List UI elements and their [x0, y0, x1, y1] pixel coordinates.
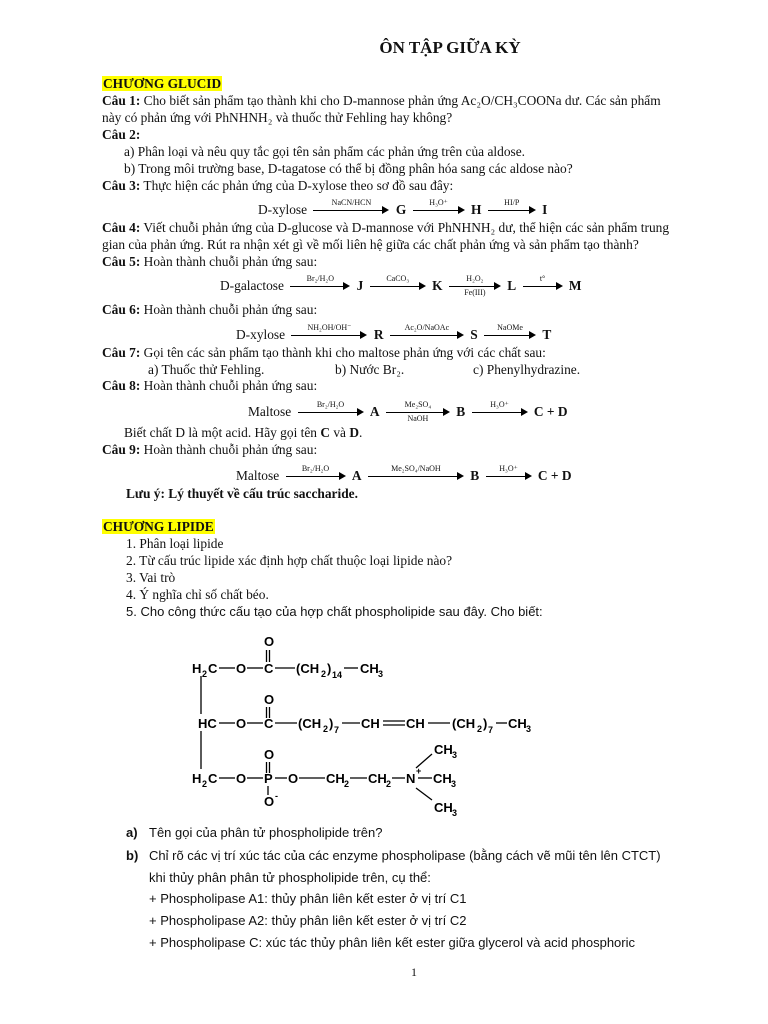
svg-text:3: 3: [452, 808, 458, 818]
question-7a: a) Thuốc thử Fehling.: [148, 362, 265, 377]
reaction-arrow: Me₂SO₄ NaOH: [386, 401, 450, 423]
question-b: Chỉ rõ các vị trí xúc tác của các enzyme phospholipase (bằng cách vẽ mũi tên lên CTCT): [149, 848, 661, 863]
page-title: ÔN TẬP GIỮA KỲ: [379, 38, 521, 57]
lipide-item-2: 2. Từ cấu trúc lipide xác định hợp chất thuộc loại lipide nào?: [126, 553, 453, 568]
question-3: Câu 3: Thực hiện các phản ứng của D-xylose theo sơ đồ sau đây:: [102, 178, 454, 193]
question-b-cont: khi thủy phân phân tử phospholipide trên, cụ thể:: [149, 870, 431, 885]
reaction-arrow: NH₂OH/OH⁻: [291, 324, 367, 346]
svg-text:CH: CH: [361, 716, 380, 731]
reaction-arrow: Ac₂O/NaOAc: [390, 324, 464, 346]
svg-text:CH: CH: [433, 771, 452, 786]
svg-text:+: +: [416, 766, 422, 776]
svg-text:2: 2: [344, 779, 350, 789]
svg-text:3: 3: [451, 779, 457, 789]
svg-text:2: 2: [386, 779, 392, 789]
question-6: Câu 6: Hoàn thành chuỗi phản ứng sau:: [102, 302, 318, 317]
question-9: Câu 9: Hoàn thành chuỗi phản ứng sau:: [102, 442, 318, 457]
svg-text:(CH: (CH: [298, 716, 322, 731]
question-7b: b) Nước Br₂.: [335, 362, 405, 377]
svg-text:14: 14: [332, 670, 343, 680]
svg-text:CH: CH: [360, 661, 379, 676]
svg-text:3: 3: [452, 750, 458, 760]
reaction-arrow: H₃O⁺: [472, 401, 528, 423]
question-1-cont: này có phản ứng với PhNHNH₂ và thuốc thử Fehling hay không?: [102, 110, 453, 125]
carbonyl-oxygen-2: O: [264, 692, 275, 707]
svg-text:(CH: (CH: [296, 661, 320, 676]
reaction-scheme-q8: Maltose Br₂/H₂O A Me₂SO₄ NaOH B H₃O⁺ C + D: [248, 400, 568, 423]
reaction-arrow: NaCN/HCN: [313, 199, 389, 221]
reaction-arrow: Me₂SO₄/NaOH: [368, 465, 464, 487]
reaction-arrow: H₃O⁺: [486, 465, 532, 487]
svg-text:C: C: [264, 716, 274, 731]
chapter-glucid-heading: CHƯƠNG GLUCID: [103, 76, 222, 91]
phosphate-oxygen-bottom: O: [264, 794, 275, 809]
svg-text:(CH: (CH: [452, 716, 476, 731]
page-number: 1: [411, 965, 417, 979]
phospholipase-c: + Phospholipase C: xúc tác thủy phân liên kết ester giữa glycerol và acid phosphoric: [149, 935, 636, 950]
reaction-arrow: HI/P: [488, 199, 536, 221]
reaction-arrow: Br₂/H₂O: [290, 275, 350, 297]
lipide-item-1: 1. Phân loại lipide: [126, 536, 224, 551]
chapter-lipide-heading: CHƯƠNG LIPIDE: [103, 519, 214, 534]
svg-text:CH: CH: [434, 742, 453, 757]
svg-text:7: 7: [334, 725, 340, 735]
phospholipase-a1: + Phospholipase A1: thủy phân liên kết ester ở vị trí C1: [149, 891, 467, 906]
question-4-cont: gian của phản ứng. Rút ra nhận xét gì về mối liên hệ giữa các chất phản ứng và sản phẩm tạo thành?: [102, 237, 639, 252]
question-b-label: b): [126, 848, 139, 863]
reaction-scheme-q3: D-xylose NaCN/HCN G H₃O⁺ H HI/P I: [258, 199, 547, 221]
svg-text:2: 2: [323, 724, 329, 734]
svg-text:3: 3: [378, 669, 384, 679]
svg-text:): ): [483, 716, 488, 731]
svg-text:CH: CH: [508, 716, 527, 731]
svg-text:C: C: [208, 661, 218, 676]
svg-text:3: 3: [526, 724, 532, 734]
lipide-item-4: 4. Ý nghĩa chỉ số chất béo.: [126, 587, 269, 602]
svg-text:O: O: [236, 661, 247, 676]
svg-text:CH: CH: [368, 771, 387, 786]
question-8: Câu 8: Hoàn thành chuỗi phản ứng sau:: [102, 378, 318, 393]
reaction-arrow: CaCO₃: [370, 275, 426, 297]
reaction-arrow: t°: [523, 275, 563, 297]
svg-text:O: O: [236, 771, 247, 786]
svg-text:O: O: [288, 771, 299, 786]
reaction-arrow: Br₂/H₂O: [286, 465, 346, 487]
svg-text:C: C: [208, 771, 218, 786]
svg-text:2: 2: [202, 779, 208, 789]
svg-text:C: C: [264, 661, 274, 676]
saccharide-note: Lưu ý: Lý thuyết về cấu trúc saccharide.: [126, 486, 358, 501]
svg-text:7: 7: [488, 725, 494, 735]
reaction-arrow: Br₂/H₂O: [298, 401, 364, 423]
reaction-scheme-q9: Maltose Br₂/H₂O A Me₂SO₄/NaOH B H₃O⁺ C + D: [236, 465, 572, 487]
question-2b: b) Trong môi trường base, D-tagatose có thể bị đồng phân hóa sang các aldose nào?: [124, 161, 573, 176]
svg-text:H: H: [192, 661, 202, 676]
svg-text:O: O: [236, 716, 247, 731]
reaction-arrow: H₂O₂ Fe(III): [449, 275, 501, 297]
question-2-label: Câu 2:: [102, 127, 141, 142]
svg-text:2: 2: [321, 669, 327, 679]
lipide-item-5: 5. Cho công thức cấu tạo của hợp chất phospholipide sau đây. Cho biết:: [126, 604, 543, 619]
question-4: Câu 4: Viết chuỗi phản ứng của D-glucose và D-mannose với PhNHNH₂ dư, thể hiện các sản phẩm trung: [102, 220, 670, 235]
svg-text:CH: CH: [434, 800, 453, 815]
question-a-label: a): [126, 825, 138, 840]
reaction-scheme-q5: D-galactose Br₂/H₂O J CaCO₃ K H₂O₂ Fe(III) L t° M: [220, 274, 582, 297]
question-7c: c) Phenylhydrazine.: [473, 362, 581, 377]
svg-text:): ): [327, 661, 332, 676]
svg-text:-: -: [275, 791, 278, 801]
reaction-arrow: H₃O⁺: [413, 199, 465, 221]
question-8-note: Biết chất D là một acid. Hãy gọi tên C và D.: [124, 425, 363, 440]
question-5: Câu 5: Hoàn thành chuỗi phản ứng sau:: [102, 254, 318, 269]
phospholipase-a2: + Phospholipase A2: thủy phân liên kết ester ở vị trí C2: [149, 913, 467, 928]
lipide-item-3: 3. Vai trò: [126, 570, 176, 585]
question-1: Câu 1: Cho biết sản phẩm tạo thành khi cho D-mannose phản ứng Ac₂O/CH₃COONa dư. Các sản phẩm: [102, 93, 661, 108]
svg-text:H: H: [192, 771, 202, 786]
question-a: Tên gọi của phân tử phospholipide trên?: [149, 825, 383, 840]
question-2a: a) Phân loại và nêu quy tắc gọi tên sản phẩm các phản ứng trên của aldose.: [124, 144, 526, 159]
question-7: Câu 7: Gọi tên các sản phẩm tạo thành khi cho maltose phản ứng với các chất sau:: [102, 345, 546, 360]
svg-text:2: 2: [202, 669, 208, 679]
svg-text:N: N: [406, 771, 416, 786]
reaction-arrow: NaOMe: [484, 324, 536, 346]
svg-text:2: 2: [477, 724, 483, 734]
svg-text:CH: CH: [326, 771, 345, 786]
svg-text:): ): [329, 716, 334, 731]
phospholipid-structure: [180, 628, 560, 828]
phosphate-oxygen-top: O: [264, 747, 275, 762]
svg-text:CH: CH: [406, 716, 425, 731]
reaction-scheme-q6: D-xylose NH₂OH/OH⁻ R Ac₂O/NaOAc S NaOMe T: [236, 324, 551, 346]
svg-text:P: P: [264, 771, 273, 786]
svg-text:HC: HC: [198, 716, 217, 731]
carbonyl-oxygen-1: O: [264, 634, 275, 649]
